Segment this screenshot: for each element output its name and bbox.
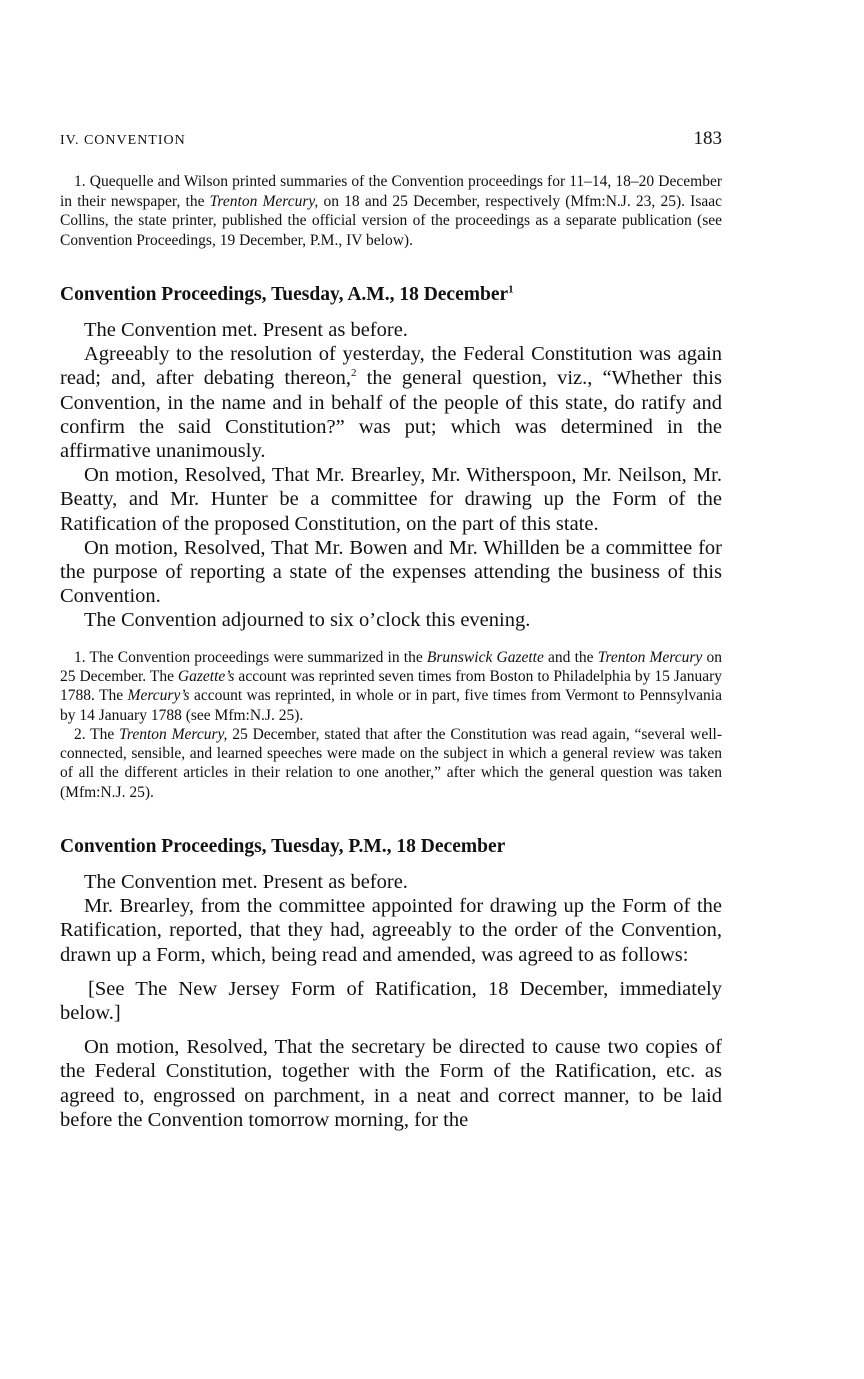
footnote-ref: 1 [508,283,514,296]
footnote-text: 1. The Convention proceedings were summarized in the [74,648,427,666]
footnote-text: account was reprinted, in whole or in part, five times from Vermont to Pennsylvania by 14 January 1788 (see Mfm:N.J. 25). [60,687,722,724]
heading-text: Convention Proceedings, Tuesday, A.M., 18 December [60,284,509,305]
footnote-text: and the [543,648,598,666]
newspaper-title: Trenton Mercury, [119,725,228,743]
paragraph [60,342,722,463]
paragraph: The Convention met. Present as before. [84,871,408,894]
footnote-text: 1. Quequelle and Wilson printed summaries of the Convention proceedings for 11–14, 18–20 December in their newspaper, the [60,173,722,210]
proceedings-am [60,318,722,633]
proceedings-pm [60,870,722,1132]
newspaper-title: Gazette’s [177,667,235,685]
newspaper-title: Trenton Mercury [597,648,703,666]
footnote-text: 2. The [74,725,120,743]
paragraph-text: the general question, viz., “Whether this Convention, in the name and in behalf of the people of this state, do ratify and confirm the said Constitution?” was put; which was determined in the affirmative unanimously. [60,367,722,463]
footnote-ref: 2 [351,367,357,380]
footnote-text: account was reprinted seven times from Boston to Philadelphia by 15 January 1788. The [60,667,722,705]
footnote-1 [60,172,722,250]
footnote-text: on 18 and 25 December, respectively (Mfm:N.J. 23, 25). Isaac Collins, the state printer, published the official version of the proceedings as a separate publication (see Convention Proceedings, 19 December, P.M., IV below). [60,192,722,249]
page-number: 183 [693,128,722,149]
book-page [60,128,722,1132]
paragraph: The Convention adjourned to six o’clock this evening. [84,609,531,632]
footnote-text: on 25 December. The [60,648,722,685]
newspaper-title: Brunswick Gazette [426,648,544,666]
paragraph: On motion, Resolved, That Mr. Bowen and Mr. Whillden be a committee for the purpose of reporting a state of the expenses attending the business of this Convention. [60,536,722,608]
section-heading-pm: Convention Proceedings, Tuesday, P.M., 18 December [60,836,506,858]
newspaper-title: Mercury’s [127,687,190,705]
section-heading-am [60,284,722,306]
footnotes-am [60,648,722,802]
top-footnote [60,172,722,250]
newspaper-title: Trenton Mercury, [209,192,319,210]
paragraph: Mr. Brearley, from the committee appointed for drawing up the Form of the Ratification, reported, that they had, agreeably to the order of the Convention, drawn up a Form, which, being read and amended, was agreed to as follows: [60,895,722,966]
footnote-2 [60,725,722,802]
paragraph: The Convention met. Present as before. [84,319,408,341]
paragraph-text: Agreeably to the resolution of yesterday, the Federal Constitution was again read; and, after debating thereon, [60,343,722,390]
footnote-1 [60,648,722,725]
running-head [60,128,722,150]
paragraph: On motion, Resolved, That Mr. Brearley, Mr. Witherspoon, Mr. Neilson, Mr. Beatty, and Mr. Hunter be a committee for drawing up the Form of the Ratification of the proposed Constitution, on the part of this state. [60,464,722,535]
footnote-text: 25 December, stated that after the Constitution was read again, “several well-connected, sensible, and learned speeches were made on the subject in which a general review was taken of all the different articles in their relation to one another,” after which the general question was taken (Mfm:N.J. 25). [60,725,722,801]
paragraph: On motion, Resolved, That the secretary be directed to cause two copies of the Federal Constitution, together with the Form of the Ratification, etc. as agreed to, engrossed on parchment, in a neat and correct manner, to be laid before the Convention tomorrow morning, for the [60,1036,722,1131]
editorial-insert: [See The New Jersey Form of Ratification, 18 December, immediately below.] [60,977,722,1025]
section-label: IV. CONVENTION [60,133,186,148]
